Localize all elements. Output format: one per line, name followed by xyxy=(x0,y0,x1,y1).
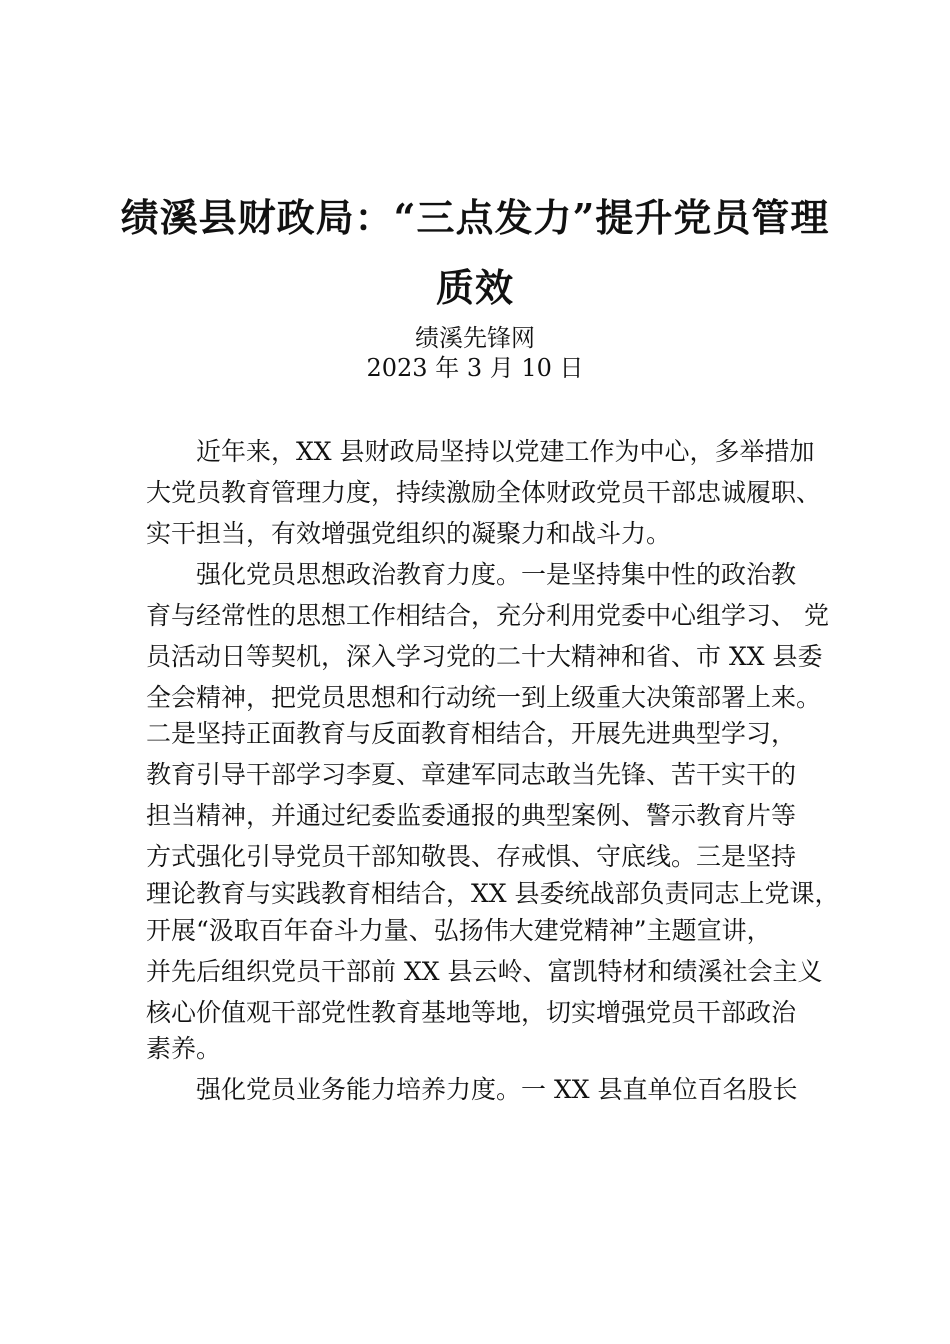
paragraph-3-line-1: 强化党员业务能力培养力度。一 XX 县直单位百名股长 xyxy=(196,1075,798,1104)
paragraph-2-line-13: 素养。 xyxy=(146,1034,222,1063)
paragraph-2-line-1: 强化党员思想政治教育力度。一是坚持集中性的政治教 xyxy=(196,560,797,589)
paragraph-2-line-6: 教育引导干部学习李夏、章建军同志敢当先锋、苦干实干的 xyxy=(146,760,797,789)
paragraph-2-line-2: 育与经常性的思想工作相结合，充分利用党委中心组学习、 党 xyxy=(146,601,829,630)
paragraph-2-line-7: 担当精神，并通过纪委监委通报的典型案例、警示教育片等 xyxy=(146,801,797,830)
paragraph-2-line-8: 方式强化引导党员干部知敬畏、存戒惧、守底线。三是坚持 xyxy=(146,842,797,871)
paragraph-1-line-2: 大党员教育管理力度，持续激励全体财政党员干部忠诚履职、 xyxy=(146,478,822,507)
title-line-2: 质效 xyxy=(435,265,514,310)
title-line-1: 绩溪县财政局：“三点发力”提升党员管理 xyxy=(120,195,830,240)
paragraph-2-line-11: 并先后组织党员干部前 XX 县云岭、富凯特材和绩溪社会主义 xyxy=(146,957,823,986)
source-name: 绩溪先锋网 xyxy=(415,324,535,352)
paragraph-1-line-3: 实干担当，有效增强党组织的凝聚力和战斗力。 xyxy=(146,519,672,548)
publish-date: 2023 年 3 月 10 日 xyxy=(366,354,584,382)
paragraph-2-line-5: 二是坚持正面教育与反面教育相结合，开展先进典型学习， xyxy=(146,719,797,748)
paragraph-1-line-1: 近年来，XX 县财政局坚持以党建工作为中心，多举措加 xyxy=(196,437,815,466)
paragraph-2-line-10: 开展“汲取百年奋斗力量、弘扬伟大建党精神”主题宣讲， xyxy=(146,916,772,945)
paragraph-2-line-9: 理论教育与实践教育相结合，XX 县委统战部负责同志上党课， xyxy=(146,879,840,908)
paragraph-2-line-3: 员活动日等契机，深入学习党的二十大精神和省、市 XX 县委 xyxy=(146,642,823,671)
paragraph-2-line-4: 全会精神，把党员思想和行动统一到上级重大决策部署上来。 xyxy=(146,683,822,712)
paragraph-2-line-12: 核心价值观干部党性教育基地等地，切实增强党员干部政治 xyxy=(146,998,797,1027)
